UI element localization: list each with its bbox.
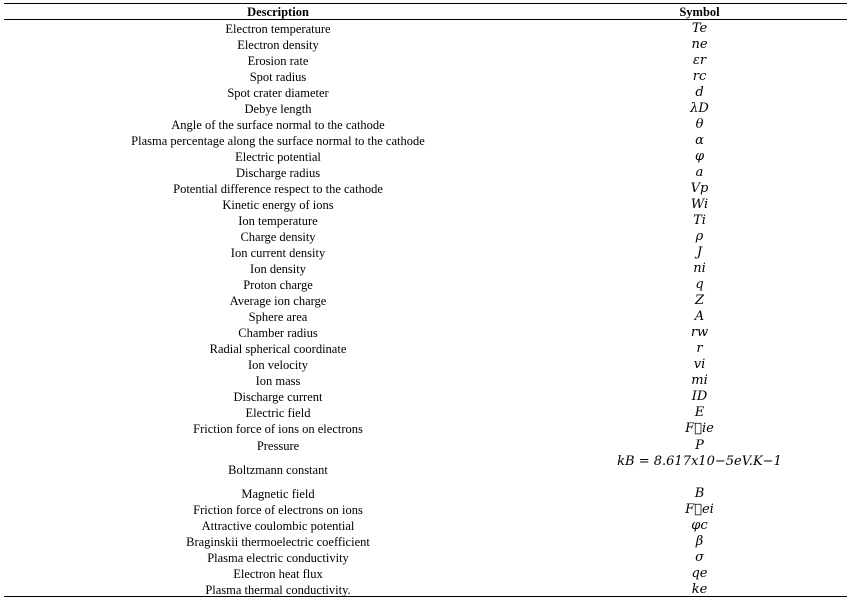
row-description: Attractive coulombic potential: [201, 519, 355, 533]
row-description: Average ion charge: [229, 294, 327, 308]
row-symbol: A: [694, 309, 705, 324]
row-description: Debye length: [244, 102, 312, 116]
row-symbol: ni: [693, 261, 706, 276]
row-description: Discharge radius: [235, 166, 321, 180]
row-symbol: Wi: [690, 197, 709, 212]
row-symbol: B: [694, 486, 705, 501]
row-symbol: σ: [695, 550, 704, 565]
row-description: Ion mass: [255, 374, 301, 388]
row-symbol: ke: [691, 582, 708, 597]
row-description: Braginskii thermoelectric coefficient: [186, 535, 370, 549]
row-description: Chamber radius: [238, 326, 318, 340]
row-description: Discharge current: [233, 390, 323, 404]
row-symbol: Ti: [693, 213, 706, 228]
row-symbol: E: [694, 405, 705, 420]
row-symbol: r: [696, 341, 703, 356]
row-description: Ion velocity: [247, 358, 309, 372]
row-description: Kinetic energy of ions: [222, 198, 334, 212]
row-description: Electron temperature: [225, 22, 331, 36]
row-description: Electric potential: [235, 150, 321, 164]
row-symbol: a: [695, 165, 704, 180]
row-symbol: φ: [694, 149, 705, 164]
row-description: Ion temperature: [238, 214, 318, 228]
row-description: Plasma electric conductivity: [207, 551, 349, 565]
row-symbol: α: [695, 133, 704, 148]
row-description: Friction force of ions on electrons: [193, 422, 363, 436]
row-description: Magnetic field: [241, 487, 315, 501]
row-symbol: ID: [691, 389, 708, 404]
row-symbol: rc: [692, 69, 707, 84]
row-symbol: J: [696, 245, 703, 260]
row-description: Electron density: [237, 38, 319, 52]
row-description: Proton charge: [243, 278, 313, 292]
row-description: Ion density: [250, 262, 306, 276]
row-symbol: λD: [690, 101, 709, 116]
row-symbol: φc: [691, 518, 708, 533]
row-symbol: θ: [695, 117, 704, 132]
symbol-column-header: Symbol: [679, 5, 720, 19]
row-symbol: vi: [693, 357, 706, 372]
row-description: Friction force of electrons on ions: [193, 503, 363, 517]
row-description: Boltzmann constant: [228, 463, 328, 477]
row-description: Sphere area: [248, 310, 308, 324]
row-description: Electric field: [245, 406, 311, 420]
row-symbol: F⃗ie: [685, 421, 714, 436]
row-description: Spot crater diameter: [227, 86, 329, 100]
row-symbol: Vp: [690, 181, 709, 196]
row-symbol: q: [695, 277, 704, 292]
row-symbol: qe: [691, 566, 708, 581]
table-bottom-rule: [4, 596, 847, 597]
row-description: Pressure: [256, 439, 300, 453]
row-symbol: kB = 8.617x10−5eV.K−1: [617, 454, 782, 469]
row-symbol: Te: [691, 21, 708, 36]
row-description: Radial spherical coordinate: [209, 342, 347, 356]
row-symbol: P: [695, 438, 704, 453]
description-column-header: Description: [247, 5, 309, 19]
row-symbol: ne: [691, 37, 708, 52]
row-symbol: ρ: [695, 229, 704, 244]
row-symbol: β: [695, 534, 704, 549]
row-symbol: mi: [691, 373, 708, 388]
row-description: Charge density: [240, 230, 316, 244]
row-description: Electron heat flux: [233, 567, 323, 581]
row-symbol: F⃗ei: [685, 502, 714, 517]
row-symbol: d: [695, 85, 704, 100]
row-description: Potential difference respect to the cathode: [173, 182, 383, 196]
row-description: Angle of the surface normal to the cathode: [171, 118, 385, 132]
row-description: Erosion rate: [247, 54, 309, 68]
row-description: Spot radius: [249, 70, 307, 84]
row-symbol: rw: [690, 325, 709, 340]
row-symbol: Z: [694, 293, 705, 308]
row-description: Plasma thermal conductivity.: [205, 583, 351, 597]
row-symbol: εr: [692, 53, 707, 68]
row-description: Ion current density: [230, 246, 326, 260]
table-header-rule: [4, 19, 847, 20]
row-description: Plasma percentage along the surface normal to the cathode: [131, 134, 425, 148]
